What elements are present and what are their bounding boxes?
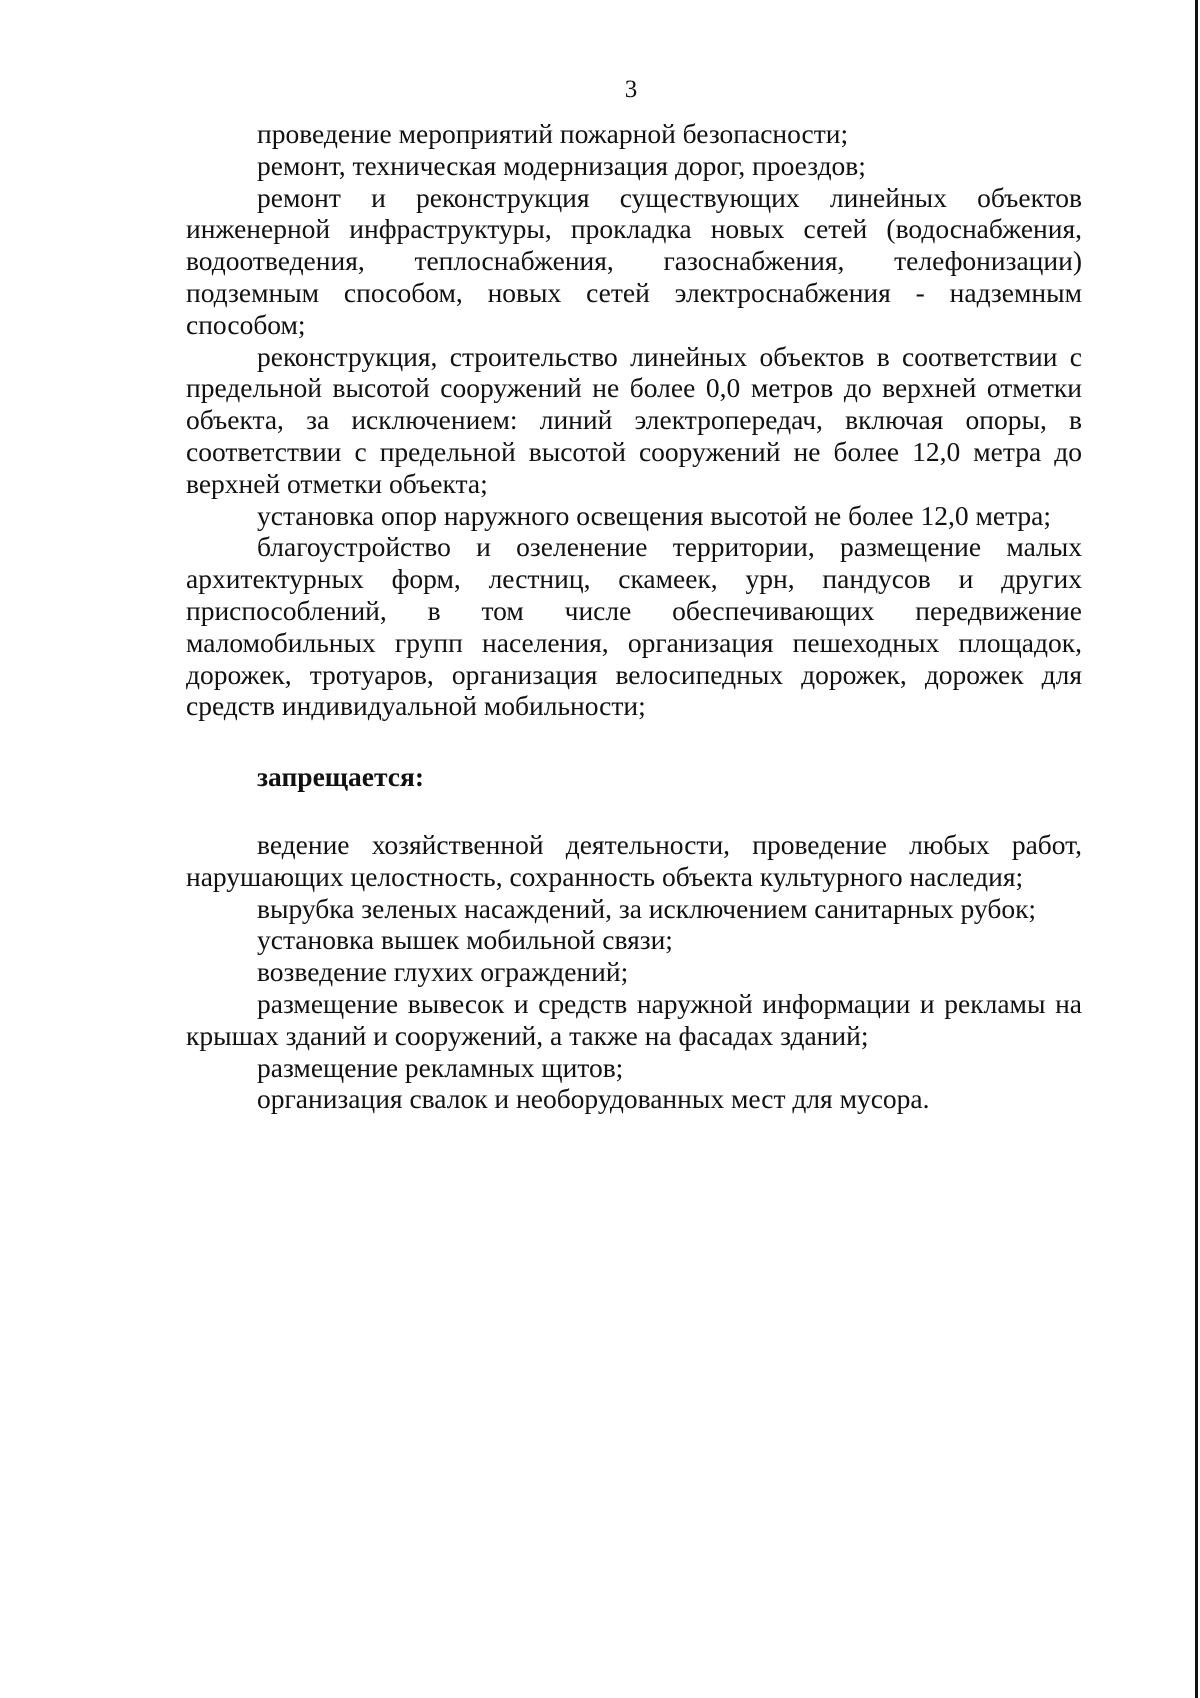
allowed-item-infrastructure: ремонт и реконструкция существующих линейных объектов инженерной инфраструктуры, прокладка новых сетей (водоснабжения, водоотведения, теплоснабжения, газоснабжения, телефонизации) подземным способом, новых сетей электроснабжения - надземным способом; <box>186 181 1082 340</box>
allowed-item-fire-safety: проведение мероприятий пожарной безопасности; <box>257 118 849 149</box>
allowed-item-linear-objects: реконструкция, строительство линейных объектов в соответствии с предельной высотой сооружений не более 0,0 метров до верхней отметки объекта, за исключением: линий электропередач, включая опоры, в соответствии с предельной высотой сооружений не более 12,0 метра до верхней отметки объекта; <box>186 340 1082 499</box>
scan-edge <box>1195 0 1198 1698</box>
document-body <box>186 118 1082 1115</box>
prohibited-item-economic-activity: ведение хозяйственной деятельности, проведение любых работ, нарушающих целостность, сохранность объекта культурного наследия; <box>186 828 1082 892</box>
prohibited-item-mobile-towers: установка вышек мобильной связи; <box>257 924 673 956</box>
allowed-item-lighting: установка опор наружного освещения высотой не более 12,0 метра; <box>257 499 1052 531</box>
allowed-item-road-repair: ремонт, техническая модернизация дорог, проездов; <box>257 149 866 181</box>
page-number: 3 <box>624 76 638 103</box>
prohibited-heading: запрещается: <box>257 761 425 793</box>
prohibited-item-solid-fences: возведение глухих ограждений; <box>257 956 629 988</box>
prohibited-item-signage: размещение вывесок и средств наружной информации и рекламы на крышах зданий и сооружений, а также на фасадах зданий; <box>186 987 1082 1051</box>
allowed-item-landscaping: благоустройство и озеленение территории, размещение малых архитектурных форм, лестниц, скамеек, урн, пандусов и других приспособлений, в том числе обеспечивающих передвижение маломобильных групп населения, организация пешеходных площадок, дорожек, тротуаров, организация велосипедных дорожек, дорожек для средств индивидуальной мобильности; <box>186 531 1082 722</box>
prohibited-item-tree-felling: вырубка зеленых насаждений, за исключением санитарных рубок; <box>257 892 1037 924</box>
prohibited-item-dumps: организация свалок и необорудованных мест для мусора. <box>257 1083 930 1115</box>
prohibited-item-billboards: размещение рекламных щитов; <box>257 1051 624 1083</box>
